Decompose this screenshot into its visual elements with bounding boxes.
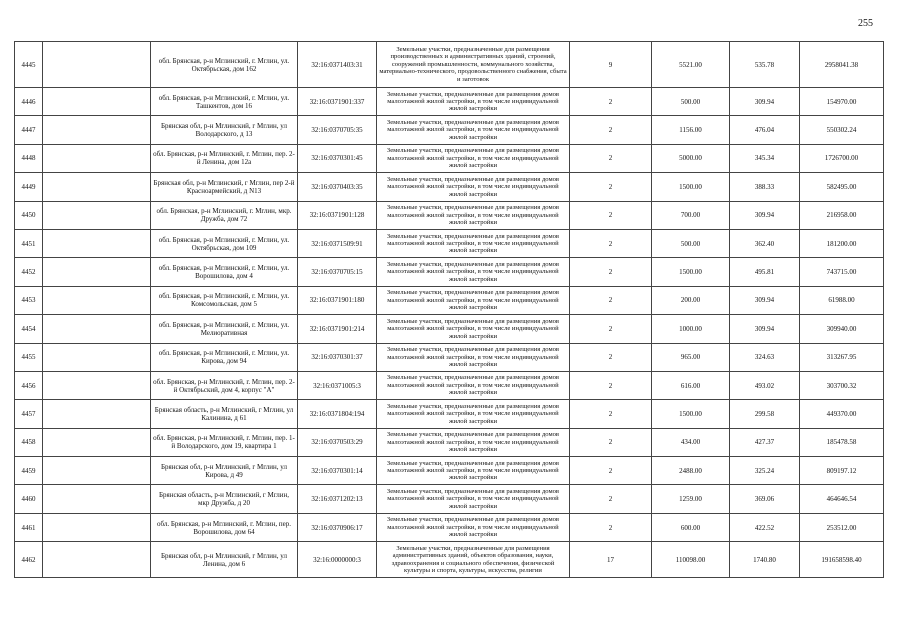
cell-land-use-description: Земельные участки, предназначенные для размещения домов малоэтажной жилой застройки, в том числе индивидуальной жилой застройки	[377, 457, 570, 485]
cell-row-number: 4453	[15, 286, 43, 314]
cell-land-use-description: Земельные участки, предназначенные для размещения домов малоэтажной жилой застройки, в том числе индивидуальной жилой застройки	[377, 229, 570, 257]
cell-address: обл. Брянская, р-н Мглинский, г. Мглин, пер. 2-й Ленина, дом 12а	[151, 144, 298, 172]
cell-empty	[43, 400, 151, 428]
table-row	[15, 513, 884, 541]
cell-land-use-description: Земельные участки, предназначенные для размещения домов малоэтажной жилой застройки, в том числе индивидуальной жилой застройки	[377, 400, 570, 428]
cell-row-number: 4458	[15, 428, 43, 456]
cell-empty	[43, 457, 151, 485]
cell-empty	[43, 542, 151, 578]
cell-cadastral-value: 582495.00	[800, 173, 884, 201]
cell-group-code: 2	[570, 457, 652, 485]
cell-cadastral-number: 32:16:0370503:29	[298, 428, 377, 456]
cell-area: 1259.00	[652, 485, 730, 513]
cell-empty	[43, 286, 151, 314]
table-row	[15, 343, 884, 371]
cell-area: 110098.00	[652, 542, 730, 578]
cell-address: Брянская область, р-н Мглинский, г Мглин, ул Калинина, д 61	[151, 400, 298, 428]
cell-address: обл. Брянская, р-н Мглинский, г. Мглин, ул. Мелиоративная	[151, 315, 298, 343]
page-number: 255	[858, 18, 873, 29]
cell-row-number: 4461	[15, 513, 43, 541]
cell-address: обл. Брянская, р-н Мглинский, г. Мглин, ул. Комсомольская, дом 5	[151, 286, 298, 314]
table-row	[15, 258, 884, 286]
table-row	[15, 400, 884, 428]
cell-cadastral-number: 32:16:0370705:15	[298, 258, 377, 286]
cell-empty	[43, 229, 151, 257]
cell-area: 1000.00	[652, 315, 730, 343]
cell-land-use-description: Земельные участки, предназначенные для размещения домов малоэтажной жилой застройки, в том числе индивидуальной жилой застройки	[377, 88, 570, 116]
cell-land-use-description: Земельные участки, предназначенные для размещения домов малоэтажной жилой застройки, в том числе индивидуальной жилой застройки	[377, 286, 570, 314]
cell-empty	[43, 513, 151, 541]
cell-row-number: 4449	[15, 173, 43, 201]
table-row	[15, 428, 884, 456]
cell-cadastral-value: 61988.00	[800, 286, 884, 314]
cell-address: Брянская обл, р-н Мглинский, г Мглин, ул Володарского, д 13	[151, 116, 298, 144]
cell-group-code: 2	[570, 201, 652, 229]
cell-address: обл. Брянская, р-н Мглинский, г. Мглин, мкр. Дружба, дом 72	[151, 201, 298, 229]
cell-area: 1500.00	[652, 173, 730, 201]
cell-row-number: 4460	[15, 485, 43, 513]
cell-group-code: 2	[570, 428, 652, 456]
cell-cadastral-value: 743715.00	[800, 258, 884, 286]
cell-cadastral-value: 154970.00	[800, 88, 884, 116]
cell-row-number: 4448	[15, 144, 43, 172]
cell-empty	[43, 371, 151, 399]
cell-specific-value: 309.94	[730, 286, 800, 314]
cell-cadastral-number: 32:16:0370403:35	[298, 173, 377, 201]
cell-cadastral-value: 464646.54	[800, 485, 884, 513]
cell-row-number: 4451	[15, 229, 43, 257]
cell-cadastral-value: 809197.12	[800, 457, 884, 485]
cell-land-use-description: Земельные участки, предназначенные для размещения домов малоэтажной жилой застройки, в том числе индивидуальной жилой застройки	[377, 116, 570, 144]
cell-cadastral-number: 32:16:0371901:214	[298, 315, 377, 343]
cell-specific-value: 493.02	[730, 371, 800, 399]
cell-group-code: 2	[570, 144, 652, 172]
cell-area: 5000.00	[652, 144, 730, 172]
cell-land-use-description: Земельные участки, предназначенные для размещения административных зданий, объектов образования, науки, здравоохранения и социального обеспечения, физической культуры и спорта, культуры, искусства, религии	[377, 542, 570, 578]
cell-cadastral-value: 449370.00	[800, 400, 884, 428]
cell-group-code: 2	[570, 513, 652, 541]
cell-address: Брянская обл, р-н Мглинский, г Мглин, пер 2-й Красноармейский, д N13	[151, 173, 298, 201]
cell-empty	[43, 116, 151, 144]
table-row	[15, 88, 884, 116]
cell-group-code: 2	[570, 229, 652, 257]
table-row	[15, 371, 884, 399]
cell-row-number: 4457	[15, 400, 43, 428]
cell-address: обл. Брянская, р-н Мглинский, г. Мглин, пер. 2-й Октябрьский, дом 4, корпус "А"	[151, 371, 298, 399]
cell-land-use-description: Земельные участки, предназначенные для размещения домов малоэтажной жилой застройки, в том числе индивидуальной жилой застройки	[377, 258, 570, 286]
cell-group-code: 2	[570, 371, 652, 399]
cell-cadastral-number: 32:16:0371403:31	[298, 42, 377, 88]
cell-area: 700.00	[652, 201, 730, 229]
cell-cadastral-number: 32:16:0371804:194	[298, 400, 377, 428]
cell-cadastral-value: 313267.95	[800, 343, 884, 371]
cell-cadastral-number: 32:16:0371901:180	[298, 286, 377, 314]
cell-empty	[43, 173, 151, 201]
cell-row-number: 4459	[15, 457, 43, 485]
cell-area: 616.00	[652, 371, 730, 399]
table-row	[15, 315, 884, 343]
cell-address: Брянская обл, р-н Мглинский, г Мглин, ул Ленина, дом 6	[151, 542, 298, 578]
cell-row-number: 4446	[15, 88, 43, 116]
cell-area: 965.00	[652, 343, 730, 371]
cell-group-code: 2	[570, 173, 652, 201]
cell-specific-value: 309.94	[730, 88, 800, 116]
table-row	[15, 42, 884, 88]
table-row	[15, 286, 884, 314]
cell-row-number: 4456	[15, 371, 43, 399]
cell-cadastral-number: 32:16:0371202:13	[298, 485, 377, 513]
cell-specific-value: 1740.80	[730, 542, 800, 578]
cell-land-use-description: Земельные участки, предназначенные для размещения производственных и административных зданий, строений, сооружений промышленности, коммунального хозяйства, материально-технического, продовольственного снабжения, сбыта и заготовок	[377, 42, 570, 88]
cell-specific-value: 309.94	[730, 315, 800, 343]
cell-specific-value: 309.94	[730, 201, 800, 229]
cell-land-use-description: Земельные участки, предназначенные для размещения домов малоэтажной жилой застройки, в том числе индивидуальной жилой застройки	[377, 343, 570, 371]
cell-cadastral-number: 32:16:0370705:35	[298, 116, 377, 144]
cell-land-use-description: Земельные участки, предназначенные для размещения домов малоэтажной жилой застройки, в том числе индивидуальной жилой застройки	[377, 201, 570, 229]
cell-row-number: 4454	[15, 315, 43, 343]
cell-specific-value: 345.34	[730, 144, 800, 172]
cell-specific-value: 422.52	[730, 513, 800, 541]
cell-empty	[43, 201, 151, 229]
cell-address: обл. Брянская, р-н Мглинский, г. Мглин, ул. Ташкентов, дом 16	[151, 88, 298, 116]
cell-area: 5521.00	[652, 42, 730, 88]
cell-address: обл. Брянская, р-н Мглинский, г. Мглин, ул. Ворошилова, дом 4	[151, 258, 298, 286]
cell-group-code: 2	[570, 116, 652, 144]
cell-area: 500.00	[652, 88, 730, 116]
cell-cadastral-number: 32:16:0370301:45	[298, 144, 377, 172]
cell-cadastral-number: 32:16:0371901:337	[298, 88, 377, 116]
cell-group-code: 2	[570, 400, 652, 428]
cell-area: 2488.00	[652, 457, 730, 485]
cell-land-use-description: Земельные участки, предназначенные для размещения домов малоэтажной жилой застройки, в том числе индивидуальной жилой застройки	[377, 315, 570, 343]
cell-address: обл. Брянская, р-н Мглинский, г. Мглин, ул. Октябрьская, дом 162	[151, 42, 298, 88]
table-row	[15, 229, 884, 257]
cell-address: обл. Брянская, р-н Мглинский, г. Мглин, пер. Ворошилова, дом 64	[151, 513, 298, 541]
cell-area: 200.00	[652, 286, 730, 314]
cell-group-code: 2	[570, 343, 652, 371]
cell-land-use-description: Земельные участки, предназначенные для размещения домов малоэтажной жилой застройки, в том числе индивидуальной жилой застройки	[377, 428, 570, 456]
cell-cadastral-value: 2958041.38	[800, 42, 884, 88]
cell-area: 434.00	[652, 428, 730, 456]
cell-specific-value: 427.37	[730, 428, 800, 456]
cell-cadastral-value: 253512.00	[800, 513, 884, 541]
cell-area: 1156.00	[652, 116, 730, 144]
cell-empty	[43, 88, 151, 116]
cell-group-code: 2	[570, 88, 652, 116]
cell-specific-value: 299.58	[730, 400, 800, 428]
table-row	[15, 144, 884, 172]
cell-cadastral-value: 550302.24	[800, 116, 884, 144]
cell-land-use-description: Земельные участки, предназначенные для размещения домов малоэтажной жилой застройки, в том числе индивидуальной жилой застройки	[377, 144, 570, 172]
cell-cadastral-number: 32:16:0371005:3	[298, 371, 377, 399]
cell-empty	[43, 144, 151, 172]
cell-cadastral-value: 185478.58	[800, 428, 884, 456]
cell-group-code: 2	[570, 315, 652, 343]
cell-group-code: 9	[570, 42, 652, 88]
cell-row-number: 4452	[15, 258, 43, 286]
cell-group-code: 2	[570, 485, 652, 513]
table-row	[15, 201, 884, 229]
cell-land-use-description: Земельные участки, предназначенные для размещения домов малоэтажной жилой застройки, в том числе индивидуальной жилой застройки	[377, 173, 570, 201]
cell-row-number: 4455	[15, 343, 43, 371]
cell-land-use-description: Земельные участки, предназначенные для размещения домов малоэтажной жилой застройки, в том числе индивидуальной жилой застройки	[377, 371, 570, 399]
cell-specific-value: 362.40	[730, 229, 800, 257]
cell-group-code: 2	[570, 258, 652, 286]
cell-group-code: 17	[570, 542, 652, 578]
cell-address: обл. Брянская, р-н Мглинский, г. Мглин, ул. Октябрьская, дом 109	[151, 229, 298, 257]
table-row	[15, 542, 884, 578]
cell-cadastral-number: 32:16:0370301:37	[298, 343, 377, 371]
cell-address: Брянская обл, р-н Мглинский, г Мглин, ул Кирова, д 49	[151, 457, 298, 485]
cell-cadastral-value: 303700.32	[800, 371, 884, 399]
cell-land-use-description: Земельные участки, предназначенные для размещения домов малоэтажной жилой застройки, в том числе индивидуальной жилой застройки	[377, 513, 570, 541]
cell-empty	[43, 485, 151, 513]
cell-row-number: 4450	[15, 201, 43, 229]
cell-empty	[43, 428, 151, 456]
cell-specific-value: 369.06	[730, 485, 800, 513]
table-row	[15, 457, 884, 485]
cell-group-code: 2	[570, 286, 652, 314]
cell-empty	[43, 315, 151, 343]
cell-specific-value: 535.78	[730, 42, 800, 88]
cell-cadastral-number: 32:16:0371509:91	[298, 229, 377, 257]
cell-cadastral-number: 32:16:0370301:14	[298, 457, 377, 485]
cell-address: обл. Брянская, р-н Мглинский, г. Мглин, ул. Кирова, дом 94	[151, 343, 298, 371]
cell-area: 600.00	[652, 513, 730, 541]
cell-cadastral-value: 1726700.00	[800, 144, 884, 172]
cell-row-number: 4447	[15, 116, 43, 144]
cell-row-number: 4445	[15, 42, 43, 88]
cadastral-value-table	[14, 41, 884, 578]
cell-specific-value: 325.24	[730, 457, 800, 485]
cell-cadastral-number: 32:16:0370906:17	[298, 513, 377, 541]
cell-cadastral-value: 216958.00	[800, 201, 884, 229]
cell-cadastral-value: 309940.00	[800, 315, 884, 343]
cell-specific-value: 476.04	[730, 116, 800, 144]
cell-cadastral-number: 32:16:0371901:128	[298, 201, 377, 229]
cell-address: обл. Брянская, р-н Мглинский, г. Мглин, пер. 1-й Володарского, дом 19, квартира 1	[151, 428, 298, 456]
cell-empty	[43, 343, 151, 371]
cell-cadastral-value: 191658598.40	[800, 542, 884, 578]
cell-cadastral-value: 181200.00	[800, 229, 884, 257]
cell-area: 1500.00	[652, 258, 730, 286]
cell-address: Брянская область, р-н Мглинский, г Мглин, мкр Дружба, д 20	[151, 485, 298, 513]
cell-area: 1500.00	[652, 400, 730, 428]
table-row	[15, 485, 884, 513]
cell-empty	[43, 258, 151, 286]
cell-specific-value: 324.63	[730, 343, 800, 371]
cell-empty	[43, 42, 151, 88]
cell-land-use-description: Земельные участки, предназначенные для размещения домов малоэтажной жилой застройки, в том числе индивидуальной жилой застройки	[377, 485, 570, 513]
cell-area: 500.00	[652, 229, 730, 257]
cell-row-number: 4462	[15, 542, 43, 578]
cell-cadastral-number: 32:16:0000000:3	[298, 542, 377, 578]
table-row	[15, 116, 884, 144]
table-row	[15, 173, 884, 201]
cell-specific-value: 388.33	[730, 173, 800, 201]
cell-specific-value: 495.81	[730, 258, 800, 286]
